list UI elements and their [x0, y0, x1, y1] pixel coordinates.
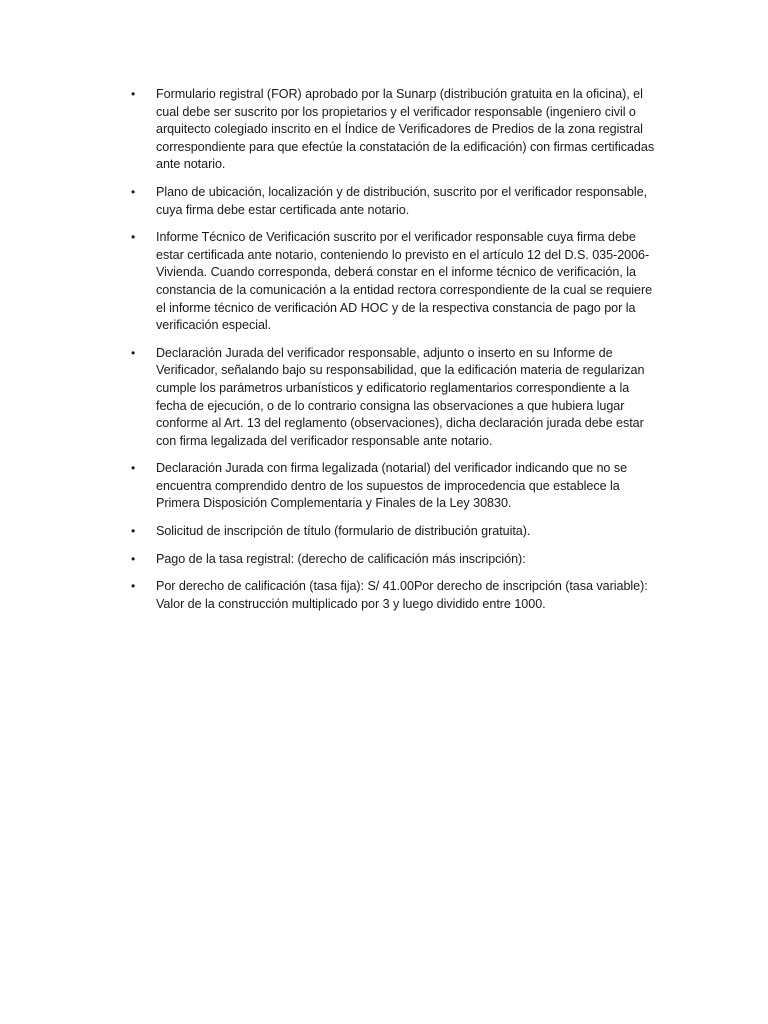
bullet-icon: •: [131, 551, 136, 566]
list-item: [130, 229, 658, 335]
list-item-text: Informe Técnico de Verificación suscrito por el verificador responsable cuya firma debe estar certificada ante notario, conteniendo lo previsto en el artículo 12 del D.S. 035-2006-Vivienda. Cuando corresponda, deberá constar en el informe técnico de verificación, la constancia de la comunicación a la entidad rectora correspondiente de la cual se requiere el informe técnico de verificación AD HOC y de la respectiva constancia de pago por la verificación especial.: [156, 230, 653, 333]
list-item-text: Solicitud de inscripción de título (formulario de distribución gratuita).: [156, 524, 531, 539]
list-item-text: Por derecho de calificación (tasa fija): S/ 41.00Por derecho de inscripción (tasa variable): Valor de la construcción multiplicado por 3 y luego dividido entre 1000.: [156, 579, 648, 611]
list-item: [130, 184, 658, 219]
requirements-list: [130, 86, 658, 623]
list-item: [130, 551, 658, 569]
list-item: [130, 345, 658, 451]
bullet-icon: •: [131, 461, 136, 476]
bullet-icon: •: [131, 524, 136, 539]
list-item-text: Declaración Jurada del verificador responsable, adjunto o inserto en su Informe de Verificador, señalando bajo su responsabilidad, que la edificación materia de regularizan cumple los parámetros urbanísticos y edificatorio reglamentarios correspondiente a la fecha de ejecución, o de lo contrario consigna las observaciones a que hubiera lugar conforme al Art. 13 del reglamento (observaciones), dicha declaración jurada debe estar con firma legalizada del verificador responsable ante notario.: [156, 345, 645, 448]
bullet-icon: •: [131, 87, 136, 101]
list-item: [130, 523, 658, 541]
bullet-icon: •: [131, 345, 136, 360]
bullet-icon: •: [131, 184, 136, 199]
list-item-text: Formulario registral (FOR) aprobado por la Sunarp (distribución gratuita en la oficina), el cual debe ser suscrito por los propietarios y el verificador responsable (ingeniero civil o arquitecto colegiado inscrito en el Índice de Verificadores de Predios de la zona registral correspondiente para que efectúe la constatación de la edificación) con firmas certificadas ante notario.: [156, 87, 655, 172]
list-item: [130, 86, 658, 174]
list-item-text: Declaración Jurada con firma legalizada (notarial) del verificador indicando que no se encuentra comprendido dentro de los supuestos de improcedencia que establece la Primera Disposición Complementaria y Finales de la Ley 30830.: [156, 461, 628, 511]
bullet-icon: •: [131, 230, 136, 245]
list-item-text: Plano de ubicación, localización y de distribución, suscrito por el verificador responsable, cuya firma debe estar certificada ante notario.: [156, 184, 648, 217]
list-item: [130, 460, 658, 513]
bullet-icon: •: [131, 579, 136, 594]
list-item-text: Pago de la tasa registral: (derecho de calificación más inscripción):: [156, 551, 526, 566]
list-item: [130, 578, 658, 613]
